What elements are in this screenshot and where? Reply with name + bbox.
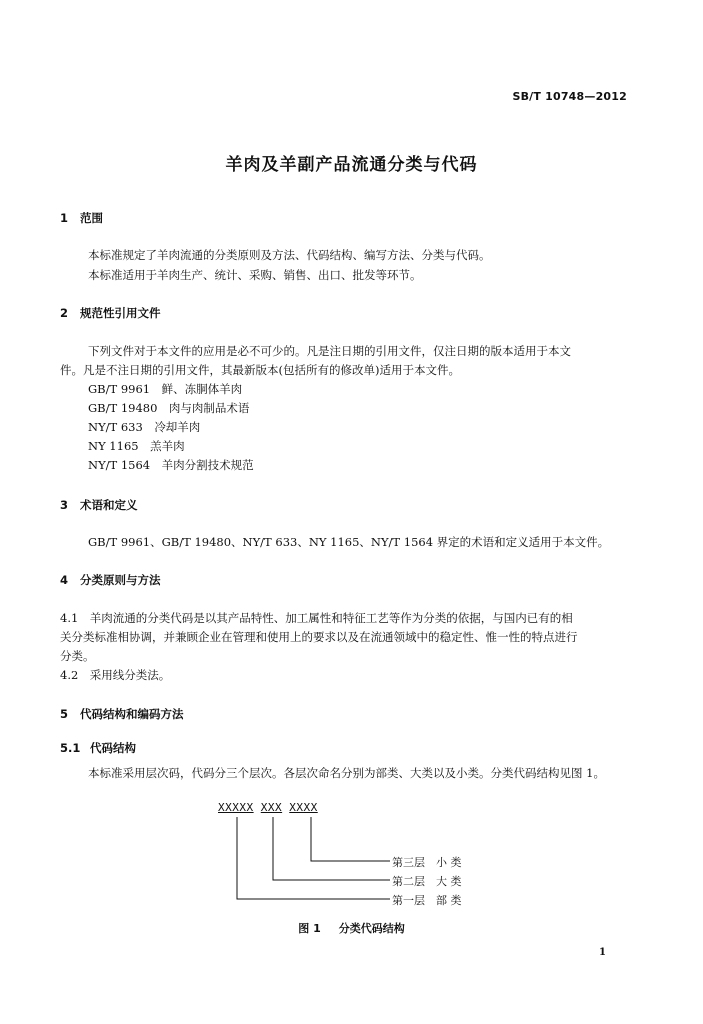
standard-code: SB/T 10748—2012	[512, 90, 627, 103]
reference-code: NY/T 633	[88, 420, 143, 434]
page-number: 1	[599, 947, 606, 958]
reference-code: NY 1165	[88, 439, 139, 453]
code-part-major: XXX	[260, 801, 283, 814]
subsection-title: 代码结构	[90, 741, 136, 755]
figure-number: 图 1	[298, 922, 321, 935]
section-number: 1	[60, 211, 69, 225]
clause-4-1-line-3: 分类。	[60, 649, 95, 663]
section-title: 代码结构和编码方法	[80, 707, 184, 721]
section-title: 分类原则与方法	[80, 573, 161, 587]
section-number: 2	[60, 306, 69, 320]
section-title: 范围	[80, 211, 103, 225]
figure-title: 分类代码结构	[338, 922, 405, 935]
section-3-paragraph: GB/T 9961、GB/T 19480、NY/T 633、NY 1165、NY/T 1564 界定的术语和定义适用于本文件。	[88, 535, 610, 549]
code-part-division: XXXXX	[218, 801, 254, 814]
section-2-paragraph-line-1: 下列文件对于本文件的应用是必不可少的。凡是注日期的引用文件，仅注日期的版本适用于本文	[88, 344, 571, 358]
clause-4-1-line-2: 关分类标准相协调，并兼顾企业在管理和使用上的要求以及在流通领域中的稳定性、惟一性的特点进行	[60, 630, 578, 644]
reference-code: GB/T 19480	[88, 401, 158, 415]
level-1-label: 第一层 部 类	[392, 894, 462, 907]
level-2-connector	[273, 817, 390, 880]
reference-name: 冷却羊肉	[154, 420, 201, 434]
section-title: 术语和定义	[80, 498, 138, 512]
document-title: 羊肉及羊副产品流通分类与代码	[225, 155, 478, 175]
section-1-paragraph-2: 本标准适用于羊肉生产、统计、采购、销售、出口、批发等环节。	[88, 268, 422, 282]
section-1-paragraph-1: 本标准规定了羊肉流通的分类原则及方法、代码结构、编写方法、分类与代码。	[88, 248, 491, 262]
level-3-connector	[311, 817, 390, 861]
reference-name: 肉与肉制品术语	[168, 401, 250, 415]
level-3-label: 第三层 小 类	[392, 856, 462, 869]
reference-name: 羔羊肉	[150, 439, 185, 453]
reference-name: 羊肉分割技术规范	[161, 458, 254, 472]
level-1-connector	[237, 817, 390, 899]
reference-code: NY/T 1564	[88, 458, 151, 472]
subsection-number: 5.1	[60, 741, 81, 755]
reference-name: 鲜、冻胴体羊肉	[161, 382, 243, 396]
section-title: 规范性引用文件	[80, 306, 161, 320]
reference-code: GB/T 9961	[88, 382, 151, 396]
section-5-1-paragraph: 本标准采用层次码，代码分三个层次。各层次命名分别为部类、大类以及小类。分类代码结构见图 1。	[88, 766, 605, 780]
level-2-label: 第二层 大 类	[392, 875, 462, 888]
section-number: 5	[60, 707, 69, 721]
clause-4-2: 4.2 采用线分类法。	[60, 668, 171, 682]
code-part-minor: XXXX	[289, 801, 318, 814]
clause-4-1-line-1: 4.1 羊肉流通的分类代码是以其产品特性、加工属性和特征工艺等作为分类的依据，与国内已有的相	[60, 611, 573, 625]
section-number: 3	[60, 498, 69, 512]
figure-1-caption	[0, 920, 703, 936]
section-number: 4	[60, 573, 69, 587]
section-2-paragraph-line-2: 件。凡是不注日期的引用文件，其最新版本(包括所有的修改单)适用于本文件。	[60, 363, 460, 377]
